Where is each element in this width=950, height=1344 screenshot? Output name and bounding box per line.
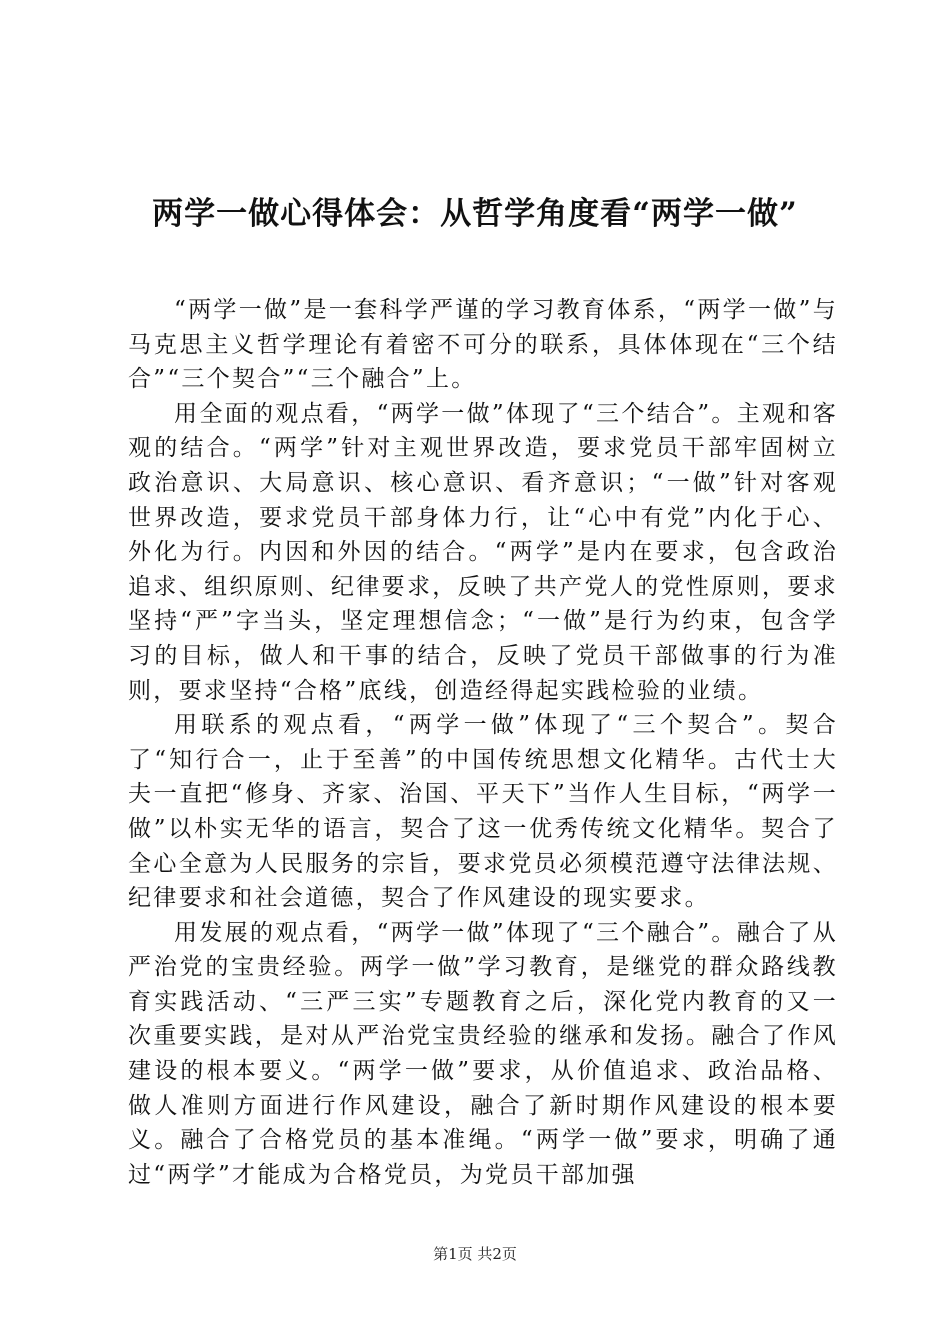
paragraph-three-integrations: 用发展的观点看，“两学一做”体现了“三个融合”。融合了从严治党的宝贵经验。两学一做”学习教育，是继党的群众路线教育实践活动、“三严三实”专题教育之后，深化党内教育的又一次重要实践，是对从严治党宝贵经验的继承和发扬。融合了作风建设的根本要义。“两学一做”要求，从价值追求、政治品格、做人准则方面进行作风建设，融合了新时期作风建设的根本要义。融合了合格党员的基本准绳。“两学一做”要求，明确了通过“两学”才能成为合格党员，为党员干部加强 [128, 919, 838, 1188]
paragraph-three-combinations: 用全面的观点看，“两学一做”体现了“三个结合”。主观和客观的结合。“两学”针对主观世界改造，要求党员干部牢固树立政治意识、大局意识、核心意识、看齐意识；“一做”针对客观世界改造，要求党员干部身体力行，让“心中有党”内化于心、外化为行。内因和外因的结合。“两学”是内在要求，包含政治追求、组织原则、纪律要求，反映了共产党人的党性原则，要求坚持“严”字当头，坚定理想信念；“一做”是行为约束，包含学习的目标，做人和干事的结合，反映了党员干部做事的行为准则，要求坚持“合格”底线，创造经得起实践检验的业绩。 [128, 400, 838, 704]
paragraph-intro: “两学一做”是一套科学严谨的学习教育体系，“两学一做”与马克思主义哲学理论有着密不可分的联系，具体体现在“三个结合”“三个契合”“三个融合”上。 [128, 297, 838, 393]
document-title: 两学一做心得体会：从哲学角度看“两学一做” [152, 196, 798, 232]
paragraph-three-fits: 用联系的观点看，“两学一做”体现了“三个契合”。契合了“知行合一，止于至善”的中国传统思想文化精华。古代士大夫一直把“修身、齐家、治国、平天下”当作人生目标，“两学一做”以朴实无华的语言，契合了这一优秀传统文化精华。契合了全心全意为人民服务的宗旨，要求党员必须模范遵守法律法规、纪律要求和社会道德，契合了作风建设的现实要求。 [128, 712, 838, 912]
document-body [128, 293, 838, 1192]
page-number-footer: 第1页 共2页 [433, 1245, 517, 1263]
